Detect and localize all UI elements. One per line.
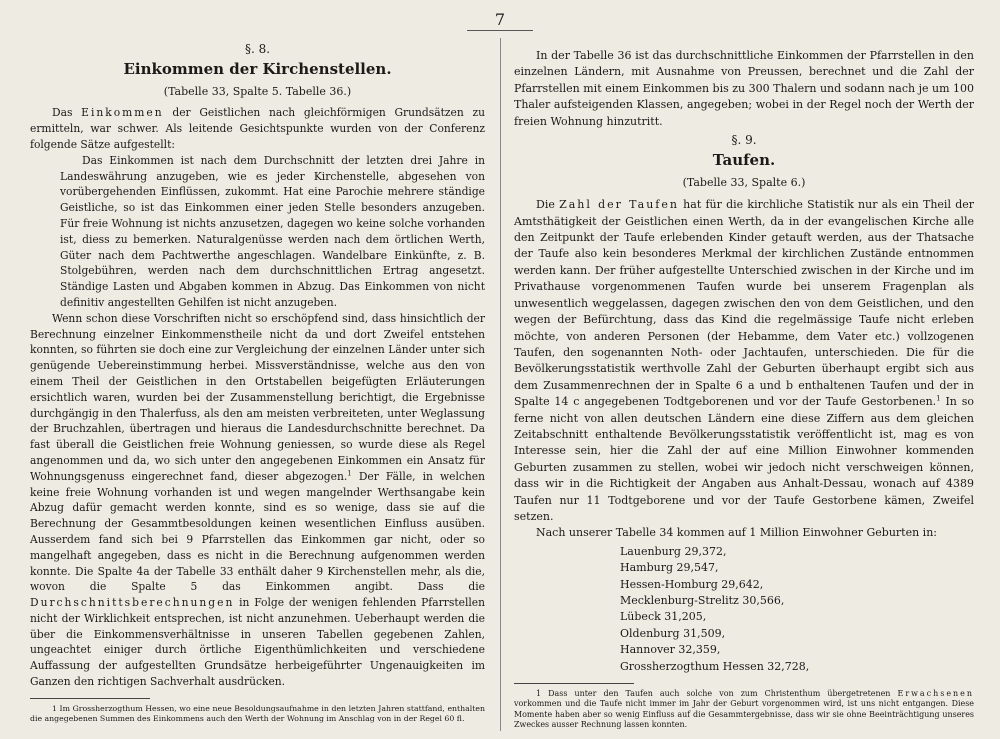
footnote-rule [514,683,634,684]
footnote-right: 1 Dass unter den Taufen auch solche von zum Christenthum übergetretenen Erwachsenen vorkommen und die Taufe nicht immer im Jahr der Geburt vorgenommen wird, ist uns nicht entgangen. Diese Momente haben aber so wenig Einfluss auf die Gesammtergebnisse, dass wir sie ohne Beeinträchtigung unseres Zweckes ausser Rechnung lassen konnten. [514,689,974,730]
left-column [30,40,485,724]
list-item: Hessen-Homburg 29,642, [620,577,764,591]
list-item: Oldenburg 31,509, [620,626,726,640]
section-number-8: §. 8. [244,42,271,56]
column-divider [500,38,501,731]
page-number: 7 [494,10,506,29]
spaced-term: Zahl der Taufen [559,198,679,212]
section-number-9: §. 9. [731,133,757,148]
paragraph-taufen: Die Zahl der Taufen hat für die kirchliche Statistik nur als ein Theil der Amtsthätigkeit der Geistlichen einen Werth, da in der evangelischen Kirche alle den Zeitpunkt der Taufe erlebenden Kinder getauft werden, aus der Thatsache der Taufe also kein besonderes Merkmal der kirchlichen Zustände entnommen werden kann. Der früher aufgestellte Unterschied zwischen in der Kirche und im Privathause vorgenommenen Taufen wurde bei unserem Fragenplan als unwesentlich weggelassen, dagegen zwischen den von dem Geistlichen, und den wegen der Befürchtung, dass das Kind die regelmässige Taufe nicht erleben möchte, von anderen Personen (der Hebamme, dem Vater etc.) vollzogenen Taufen, den sogenannten Noth- oder Jachtaufen, unterschieden. Die für die Bevölkerungsstatistik werthvolle Zahl der Geburten überhaupt ergibt sich aus dem Zusammenrechnen der in Spalte 6 a und b enthaltenen Taufen und der in Spalte 14 c angegebenen Todtgeborenen und vor der Taufe Gestorbenen.$^1$ In so ferne nicht von allen deutschen Ländern eine diese Ziffern aus dem gleichen Zeitabschnitt enthaltende Bevölkerungsstatistik veröffentlicht ist, mag es von Interesse sein, hier die Zahl der auf eine Million Einwohner kommenden Geburten zusammen zu stellen, wobei wir jedoch nicht verschweigen können, dass wir in die Richtigkeit der Angaben aus Anhalt-Dessau, wonach auf 4389 Taufen nur 11 Todtgeborene und vor der Taufe Gestorbene kämen, Zweifel setzen. [514,198,975,523]
section-title-einkommen: Einkommen der Kirchenstellen. [123,59,392,78]
footnote-rule [30,698,150,699]
list-item: Hannover 32,359, [620,643,721,657]
header-rule [467,30,533,31]
footnote-left: 1 Im Grossherzogthum Hessen, wo eine neue Besoldungsaufnahme in den letzten Jahren stattfand, enthalten die angegebenen Summen des Einkommens auch den Werth der Wohnung im Anschlag von in der Regel 60 fl. [30,703,485,723]
list-item: Lauenburg 29,372, [620,544,727,558]
list-item: Lübeck 31,205, [620,610,707,624]
footnote-ref: 1 [347,469,352,478]
footnote-ref: 1 [936,394,941,403]
paragraph-intro: Das Einkommen der Geistlichen nach gleichförmigen Grundsätzen zu ermitteln, war schwer. Als leitende Gesichtspunkte wurden von der Conferenz folgende Sätze aufgestellt: [30,106,485,151]
spaced-term: Einkommen [81,106,164,120]
right-column [514,48,974,731]
paragraph-tabelle-36: In der Tabelle 36 ist das durchschnittliche Einkommen der Pfarrstellen in den einzelnen Ländern, mit Ausnahme von Preussen, berechnet und die Zahl der Pfarrstellen mit einem Einkommen bis zu 300 Thalern und sodann nach je um 100 Thaler aufsteigenden Klassen, angegeben; wobei in der Regel noch der Werth der freien Wohnung hinzutritt. [514,49,975,128]
list-item: Grossherzogthum Hessen 32,728, [620,659,810,673]
birth-rate-list [514,544,974,675]
paragraph-geburten: Nach unserer Tabelle 34 kommen auf 1 Million Einwohner Geburten in: [536,526,937,540]
paragraph-main: Wenn schon diese Vorschriften nicht so erschöpfend sind, dass hinsichtlich der Berechnung einzelner Einkommenstheile nicht da und dort Zweifel entstehen konnten, so führten sie doch eine zur Vergleichung der einzelnen Länder unter sich genügende Uebereinstimmung herbei. Missverständnisse, welche aus den von einem Theil der Geistlichen in den Ortstabellen beigefügten Erläuterungen ersichtlich waren, wurden bei der Zusammenstellung berichtigt, die Ergebnisse durchgängig in den Thalerfuss, als den am meisten verbreiteten, unter Weglassung der Bruchzahlen, übertragen und hieraus die Landesdurchschnitte berechnet. Da fast überall die Geistlichen freie Wohnung geniessen, so wurde diese als Regel angenommen und da, wo sich unter den angegebenen Einkommen ein Ansatz für Wohnungsgenuss eingerechnet fand, dieser abgezogen.$^1$ Der Fälle, in welchen keine freie Wohnung vorhanden ist und wegen mangelnder Werthsangabe kein Abzug dafür gemacht werden konnte, sind es so wenige, dass sie auf die Berechnung der Gesammtbesoldungen keinen wesentlichen Einfluss ausüben. Ausserdem fand sich bei 9 Pfarrstellen das Einkommen gar nicht, oder so mangelhaft angegeben, dass es nicht in die Berechnung aufgenommen werden konnte. Die Spalte 4a der Tabelle 33 enthält daher 9 Kirchenstellen mehr, als die, wovon die Spalte 5 das Einkommen angibt. Dass die Durchschnittsberechnungen in Folge der wenigen fehlenden Pfarrstellen nicht der Wirklichkeit entsprechen, ist nicht anzunehmen. Ueberhaupt werden die über die Einkommensverhältnisse in unseren Tabellen gegebenen Zahlen, ungeachtet einiger durch örtliche Eigenthümlichkeiten und verschiedene Auffassung der aufgestellten Grundsätze herbeigeführter Ungenauigkeiten im Ganzen den richtigen Sachverhalt ausdrücken. [30,311,485,689]
conference-rules-block: Das Einkommen ist nach dem Durchschnitt der letzten drei Jahre in Landeswährung anzugeben, wie es jeder Kirchenstelle, abgesehen von vorübergehenden Einflüssen, zukommt. Hat eine Parochie mehrere ständige Geistliche, so ist das Einkommen einer jeden Stelle besonders anzugeben. Für freie Wohnung ist nichts anzusetzen, dagegen wo keine solche vorhanden ist, diess zu bemerken. Naturalgenüsse werden nach dem örtlichen Werth, Güter nach dem Pachtwerthe angeschlagen. Wandelbare Einkünfte, z. B. Stolgebühren, werden nach dem durchschnittlichen Ertrag angesetzt. Ständige Lasten und Abgaben kommen in Abzug. Das Einkommen von nicht definitiv angestellten Gehilfen ist nicht anzugeben. [60,153,485,309]
section-title-taufen: Taufen. [712,151,776,170]
spaced-term: Durchschnittsberechnungen [30,596,235,610]
list-item: Mecklenburg-Strelitz 30,566, [620,594,785,607]
spaced-term: Erwachsenen [897,689,974,699]
list-item: Hamburg 29,547, [620,561,719,575]
section-subtitle-taufen: (Tabelle 33, Spalte 6.) [682,175,806,189]
section-subtitle-einkommen: (Tabelle 33, Spalte 5. Tabelle 36.) [163,84,352,98]
